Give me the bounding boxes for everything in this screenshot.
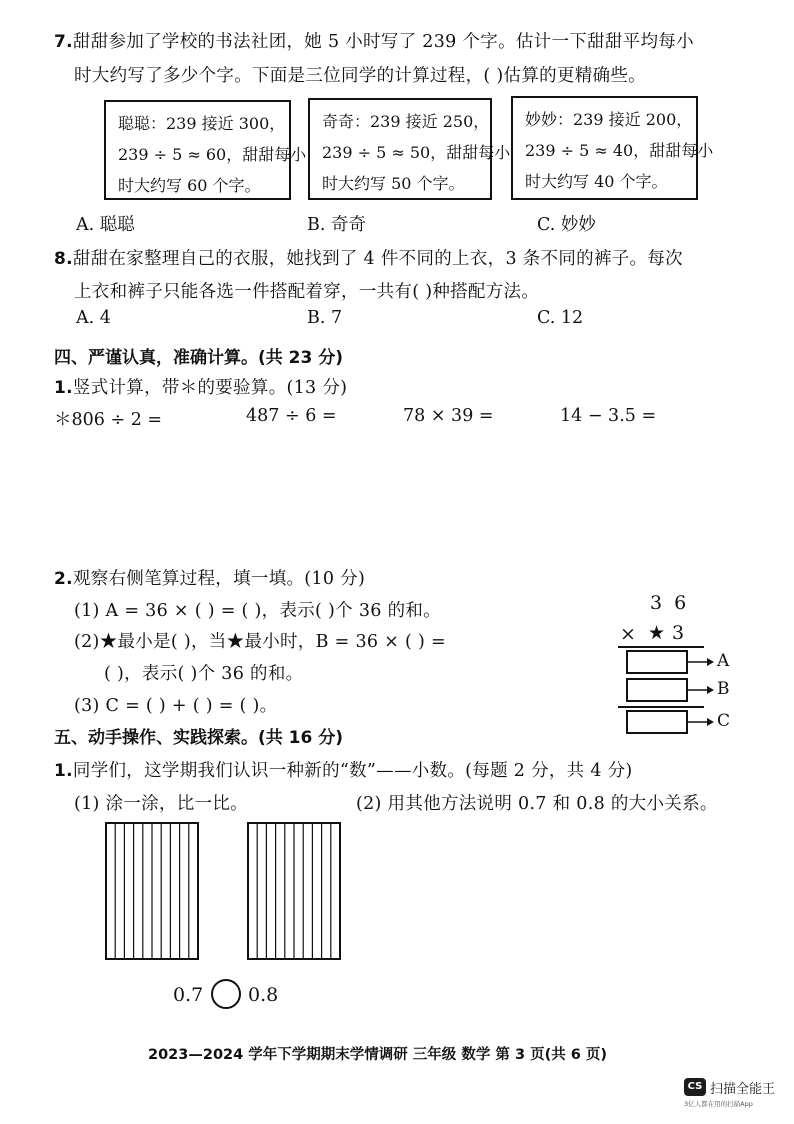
star-icon: ★: [648, 622, 666, 644]
box-line: 时大约写 40 个字。: [525, 172, 668, 191]
box-line: 聪聪：239 接近 300，: [118, 114, 286, 133]
s4-q2-text: 观察右侧笔算过程，填一填。(10 分): [72, 569, 366, 589]
product-rule-top: [618, 646, 704, 648]
box-b[interactable]: [626, 678, 688, 702]
page-footer: 2023—2024 学年下学期期末学情调研 三年级 数学 第 3 页(共 6 页): [148, 1047, 608, 1063]
s5-q1-number: 1.: [54, 761, 73, 781]
box-line: 妙妙：239 接近 200，: [525, 110, 693, 129]
box-line: 239 ÷ 5 ≈ 40，甜甜每小: [525, 141, 714, 160]
label-b: B: [717, 679, 730, 699]
label-a: A: [717, 651, 730, 671]
box-line: 239 ÷ 5 ≈ 50，甜甜每小: [322, 143, 511, 162]
q7-line1: [54, 28, 694, 53]
calc-expr-1: ＊806 ÷ 2 =: [54, 410, 163, 430]
multiplicand: 3 6: [650, 592, 690, 614]
s4-q1: [54, 374, 347, 399]
vertical-multiplication: [612, 590, 742, 740]
q8-option-b[interactable]: B. 7: [307, 308, 343, 328]
s4-q1-text: 竖式计算，带＊的要验算。(13 分): [72, 378, 348, 398]
q8-line2: 上衣和裤子只能各选一件搭配着穿，一共有( )种搭配方法。: [74, 282, 540, 302]
q7-text-1: 甜甜参加了学校的书法社团，她 5 小时写了 239 个字。估计一下甜甜平均每小: [72, 32, 694, 52]
calc-expr-4: 14 − 3.5 =: [560, 406, 657, 426]
q7-box-congcong: [104, 100, 307, 200]
s5-q1: [54, 757, 633, 782]
box-line: 奇奇：239 接近 250，: [322, 112, 490, 131]
section5-title: 五、动手操作、实践探索。(共 16 分): [54, 728, 344, 748]
s4-q1-number: 1.: [54, 378, 73, 398]
box-line: 时大约写 50 个字。: [322, 174, 465, 193]
s4-q2-sub2b: ( )，表示( )个 36 的和。: [104, 664, 304, 684]
q8-number: 8.: [54, 249, 73, 269]
q7-number: 7.: [54, 32, 73, 52]
arrow-icon: [688, 655, 714, 669]
q7-option-b[interactable]: B. 奇奇: [307, 215, 366, 235]
scanner-name: 扫描全能王: [710, 1082, 776, 1097]
multiply-sign: ×: [620, 623, 636, 645]
box-a[interactable]: [626, 650, 688, 674]
scanner-watermark: [684, 1078, 784, 1114]
compare-circle[interactable]: [211, 979, 241, 1009]
label-c: C: [717, 711, 731, 731]
s5-q1-sub2: (2) 用其他方法说明 0.7 和 0.8 的大小关系。: [356, 794, 718, 814]
box-line: 时大约写 60 个字。: [118, 176, 261, 195]
q8-option-a[interactable]: A. 4: [76, 308, 111, 328]
q7-box-miaomiao: [511, 96, 714, 200]
s4-q2-number: 2.: [54, 569, 73, 589]
decimal-grid-right[interactable]: [247, 822, 341, 960]
multiplier-digit: 3: [672, 622, 685, 644]
q7-line2: 时大约写了多少个字。下面是三位同学的计算过程，( )估算的更精确些。: [74, 66, 646, 86]
q8-text-1: 甜甜在家整理自己的衣服，她找到了 4 件不同的上衣，3 条不同的裤子。每次: [72, 249, 683, 269]
arrow-icon: [688, 715, 714, 729]
q7-box-qiqi: [308, 98, 511, 200]
arrow-icon: [688, 683, 714, 697]
s4-q2: [54, 565, 365, 590]
s4-q2-sub2a: (2)★最小是( )，当★最小时，B = 36 × ( ) =: [74, 632, 446, 652]
compare-right-value: 0.8: [248, 984, 279, 1006]
q7-option-c[interactable]: C. 妙妙: [537, 215, 596, 235]
calc-expr-2: 487 ÷ 6 =: [246, 406, 337, 426]
decimal-grid-left[interactable]: [105, 822, 199, 960]
scanner-tagline: 3亿人都在用的扫描App: [684, 1100, 753, 1108]
q8-option-c[interactable]: C. 12: [537, 308, 584, 328]
s5-q1-sub1: (1) 涂一涂，比一比。: [74, 794, 248, 814]
cs-badge-icon: CS: [684, 1078, 706, 1096]
q7-option-a[interactable]: A. 聪聪: [76, 215, 135, 235]
section4-title: 四、严谨认真，准确计算。(共 23 分): [54, 348, 344, 368]
s4-q2-sub3: (3) C = ( ) + ( ) = ( )。: [74, 696, 278, 716]
box-line: 239 ÷ 5 ≈ 60，甜甜每小: [118, 145, 307, 164]
s4-q2-sub1: (1) A = 36 × ( ) = ( )，表示( )个 36 的和。: [74, 601, 441, 621]
calc-expr-3: 78 × 39 =: [403, 406, 494, 426]
s5-q1-text: 同学们，这学期我们认识一种新的“数”——小数。(每题 2 分，共 4 分): [72, 761, 633, 781]
q8-line1: [54, 245, 683, 270]
box-c[interactable]: [626, 710, 688, 734]
compare-left-value: 0.7: [173, 984, 204, 1006]
product-rule-bottom: [618, 706, 704, 708]
